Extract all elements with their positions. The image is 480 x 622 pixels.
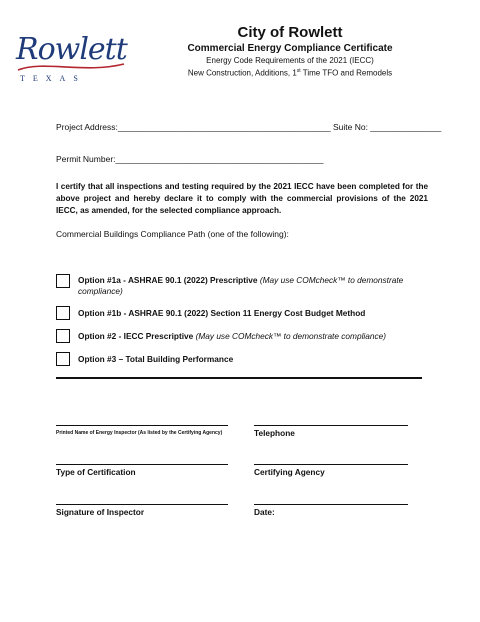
- certifying-agency-label: Certifying Agency: [254, 467, 325, 477]
- option-2-label: Option #2 - IECC Prescriptive (May use COMcheck™ to demonstrate compliance): [78, 331, 387, 341]
- section-divider: [56, 377, 422, 379]
- printed-name-line[interactable]: [56, 425, 228, 426]
- type-of-certification-line[interactable]: [56, 464, 228, 465]
- option-3-checkbox[interactable]: [56, 352, 70, 366]
- logo-word: Rowlett: [16, 32, 127, 67]
- telephone-label: Telephone: [254, 428, 295, 438]
- option-3-label: Option #3 – Total Building Performance: [78, 354, 234, 364]
- document-header: [120, 24, 460, 79]
- option-1b-label: Option #1b - ASHRAE 90.1 (2022) Section 11 Energy Cost Budget Method: [78, 308, 366, 318]
- certificate-title: Commercial Energy Compliance Certificate: [187, 43, 393, 54]
- telephone-line[interactable]: [254, 425, 408, 426]
- header-subtitle-1: Energy Code Requirements of the 2021 (IECC): [206, 56, 374, 65]
- compliance-path-label: Commercial Buildings Compliance Path (one of the following):: [56, 229, 289, 239]
- certification-statement: I certify that all inspections and testing required by the 2021 IECC have been completed for the above project and hereby declare it to comply with the commercial provisions of the 2021 IECC, as amended, for the selected compliance approach.: [56, 182, 428, 215]
- signature-label: Signature of Inspector: [56, 507, 145, 517]
- project-address-field[interactable]: Project Address:_____________________________________________ Suite No: _______________: [56, 122, 442, 132]
- option-1b-checkbox[interactable]: [56, 306, 70, 320]
- date-label: Date:: [254, 507, 275, 517]
- option-1a-label: Option #1a - ASHRAE 90.1 (2022) Prescriptive (May use COMcheck™ to demonstrate compliance): [78, 275, 404, 296]
- certifying-agency-line[interactable]: [254, 464, 408, 465]
- permit-number-field[interactable]: Permit Number:____________________________________________: [56, 154, 324, 164]
- date-line[interactable]: [254, 504, 408, 505]
- logo-state: TEXAS: [20, 74, 86, 83]
- signature-line[interactable]: [56, 504, 228, 505]
- option-2-checkbox[interactable]: [56, 329, 70, 343]
- city-title: City of Rowlett: [237, 24, 343, 41]
- printed-name-label: Printed Name of Energy Inspector (As listed by the Certifying Agency): [56, 430, 223, 436]
- option-1a-checkbox[interactable]: [56, 274, 70, 288]
- rowlett-logo: [14, 30, 126, 90]
- type-of-certification-label: Type of Certification: [56, 467, 136, 477]
- header-subtitle-2: New Construction, Additions, 1st Time TFO and Remodels: [187, 68, 393, 78]
